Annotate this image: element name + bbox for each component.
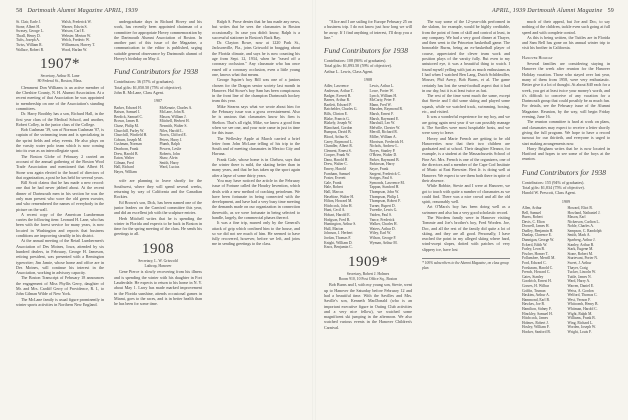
contributor-name: Drew, Walter C. bbox=[324, 162, 348, 167]
contributor-name: Hall, Marcus bbox=[324, 190, 344, 195]
contributor-name: Dudley, Benjamin H. bbox=[522, 228, 554, 233]
class-year-heading: 1909* bbox=[348, 253, 388, 270]
contributor-name: Gates, Stanley bbox=[522, 274, 544, 279]
contributor-name: Lowe, Porter W. bbox=[369, 88, 394, 93]
contributor-name: Wyman, Arthur M. bbox=[369, 240, 398, 245]
contributor-name: Adler, Lawrence bbox=[324, 84, 349, 89]
contributor-name: Forsbaum, Harold C. bbox=[522, 265, 554, 270]
fund-stat-line: Contributors: 36 (57% of graduates). bbox=[114, 79, 175, 85]
contributor-name: Blakely, Joseph W. bbox=[324, 121, 353, 126]
contributor-name: Eckerd, Edith W. bbox=[522, 242, 548, 247]
paragraph: "Alice and I are sailing for Europe February 25 on a business trip. I do not know just how long we will be away. If I find anything of interest, I'll drop you a line." bbox=[324, 19, 412, 40]
contributor-name: Hosley, William F. bbox=[522, 325, 550, 330]
contributor-name: Sayre, Frank bbox=[369, 167, 389, 172]
contributor-name: Coburn, Joseph M. bbox=[114, 137, 143, 142]
contributor-name: Churchill, Winfield H. bbox=[114, 133, 148, 138]
paragraph: Frank Gale, whose home is in Chelsea, says that the winter there is mild, the skating better than in many years, and that he has taken up the sport again after a lapse of some thirty years. bbox=[212, 156, 300, 178]
contributor-name: St. Clair, Earle J. bbox=[16, 20, 42, 24]
fund-stat-line: John R. McLane, Class Agent. bbox=[114, 89, 164, 95]
contributor-name: Hilton, Howard M. bbox=[324, 199, 353, 204]
secretary-line: Lathrop, Hanover bbox=[144, 264, 172, 269]
contributor-list bbox=[114, 106, 202, 175]
contributor-name: Drew, Harold B. bbox=[114, 151, 139, 156]
contributor-name: Cooper, Frank W. bbox=[324, 153, 351, 158]
paragraph: The Boston Transcript of February 18 announces the engagement of Miss Phyllis Gerry, daughter of Mr. and Mrs. Cardiff Gerry of Providence, R. I., to John Gilman Wilde of New York. bbox=[16, 275, 104, 297]
contributor-name: Warren, Daniel E. bbox=[567, 284, 595, 288]
paragraph: much of their appeal, but Joe and Doc, to say nothing of the children, tackle even such going at full speed and with complete control. bbox=[522, 19, 610, 35]
contributor-name: Graves, H. Wilbur bbox=[522, 284, 550, 288]
page-number: 59 bbox=[607, 8, 614, 14]
contributor-name: Emery, Harold bbox=[324, 167, 346, 172]
contributor-name: Wood, Harlan W. bbox=[61, 47, 88, 52]
contributor-name: Tappan, Stanford H. bbox=[369, 185, 400, 190]
contributor-name: Knight, William D. bbox=[324, 240, 353, 245]
contributor-name: Warner, Edwin S. bbox=[61, 24, 88, 29]
section-subheading: Hanover Holiday bbox=[522, 54, 553, 60]
paragraph: The Wordens family were in Hanover visiting Tommie and Joe's brother's boy, Fred Worden. Joe, Doc, and all the rest of the family did quite a lot of skiing, and they are all good. Personally, I have reached the point in my alleged skiing where hard, wind-swept slopes, dotted with patches of very slippery ice, have lost bbox=[422, 214, 510, 252]
contributor-name: Symonds, Lawrence M. bbox=[369, 180, 405, 185]
secretary-line: 80 Federal St., Boston, Mass. bbox=[37, 79, 83, 84]
contributor-name: Walsh, Frederick W. bbox=[61, 20, 92, 24]
paragraph: undergraduate days in Richard Hovey and his work, has recently been appointed chairman of a committee for appropriate Hovey commemoration by the Dartmouth Alumni Association of Boston. In another part of this issue of the Magazine, a communication to the editor is published, urging suitable general observance by Dartmouth alumni of Hovey's birthday on May 4. bbox=[114, 19, 202, 62]
contributor-name: Knox, Benjamin C. bbox=[324, 245, 353, 250]
paragraph: It was a fine trip, marred only by the General's attack of grip which confined him to the house, and so we did not see much of him. He seemed to have fully recovered, however, before we left, and joins me in sending greetings to the class. bbox=[212, 220, 300, 247]
contributor-name: Farnham, Samuel bbox=[324, 171, 351, 176]
contributor-name: Wight, Ralph M. bbox=[567, 311, 593, 316]
contributor-name: Anderson, Arthur T. bbox=[324, 88, 354, 93]
contributor-name: Thrall, Henry D. bbox=[16, 33, 41, 38]
contributor-name: Thompson, Robert F. bbox=[369, 199, 401, 204]
fund-stat-line: Harold W. Prescott, Class Agent. bbox=[522, 190, 576, 196]
contributor-name: Badger, Everett B. bbox=[324, 93, 352, 98]
fund-stat-line: Total gifts: $1,893.50 (59% of objective). bbox=[324, 63, 392, 69]
contributor-name: Fischer, Homer T. bbox=[522, 251, 549, 256]
contributor-name: Bartlett, Edward P. bbox=[324, 102, 352, 107]
contributor-name: Nichols, Andrew L. bbox=[369, 144, 399, 149]
contributor-name: Norris, Clifford E. bbox=[159, 133, 187, 138]
contributor-name: Brown, James R. bbox=[114, 119, 140, 124]
contributor-name: Marsden, Raymond R. bbox=[369, 107, 403, 112]
paragraph: Ed Brown's son, Dick, has been named one of the junior leaders on the Carnival committee this year, and did an excellent job with the sculpture entries. bbox=[114, 199, 202, 216]
fund-heading: Fund Contributors for 1938 bbox=[522, 167, 606, 177]
paragraph: Clemment Don Williams is an active member of the Cheshire County, N. H. Alumni Association. At a recent meeting of that Association he was appointed to membership on one of the Association's standing committees. bbox=[16, 84, 104, 111]
contributor-name: Johnson, J. Herbert bbox=[324, 231, 353, 236]
secretary-line: Secretary, Robert J. Holmes bbox=[346, 271, 390, 276]
contributor-name: Goodrich, Ernest H. bbox=[522, 279, 552, 284]
contributor-name: Sturtevant, Porter N. bbox=[567, 256, 599, 261]
class-year-heading: 1907* bbox=[40, 56, 80, 73]
running-head-left bbox=[16, 8, 138, 14]
fund-stat-line: Arthur L. Lewis, Class Agent. bbox=[324, 68, 374, 74]
paragraph: A recent copy of the American Lumberman carries the following item: Leonard H. Lane, who has been with the forest service for many years, is now located in Washington and reports that business conditions are improving steadily in his district. bbox=[16, 211, 104, 239]
contributor-name: Hooker, Sanford B. bbox=[522, 329, 551, 334]
contributor-name: Vaiden, Paul S. bbox=[369, 213, 393, 217]
contributor-name: Eaton, Walter bbox=[114, 156, 135, 161]
contributor-name: Carey, Raymond L. bbox=[324, 139, 353, 144]
column bbox=[324, 19, 412, 404]
contributor-name: Chase, Philip M. bbox=[114, 123, 139, 128]
paragraph: Herb Mitchell writes that he is spending the winter in Florida and expects to be back in Boston in time for the spring meeting of the class. He sends his greetings to all. bbox=[114, 215, 202, 237]
contributor-name: Scripps, Paul S. bbox=[369, 176, 393, 181]
contributor-name: Wilson, George F. bbox=[369, 235, 397, 240]
running-head-right bbox=[492, 8, 614, 14]
paragraph: The Wellesley Apple at March carried a brief letter from John McLane telling of his trip to the South and of meeting classmates in Mexico City and Havana. bbox=[212, 135, 300, 157]
contributor-name: Dearborn, Frank bbox=[114, 146, 139, 151]
contributor-name: Hale, Robert bbox=[324, 185, 343, 190]
contributor-name: Merrill, Richard R. bbox=[369, 130, 398, 135]
contributor-name: Stark, Eugene M. bbox=[567, 247, 594, 252]
contributor-name: Waters, Arthur D. bbox=[369, 226, 396, 231]
contributor-name: Worden, Joseph W. bbox=[567, 325, 596, 330]
contributor-name: Bell, Samuel bbox=[522, 210, 542, 215]
contributor-name: Melville, Chester W. bbox=[369, 125, 401, 130]
fund-stat-line: Contributors: 155 (94% of graduates). bbox=[522, 179, 585, 185]
contributor-name: Hamilton, Sidney F. bbox=[522, 306, 552, 311]
contributor-name: Wiley, Earl W. bbox=[369, 231, 392, 236]
contributor-name: Barker, Edward H. bbox=[114, 105, 142, 110]
contributor-name: Thompson, Philip I. bbox=[369, 194, 400, 199]
contributor-name: Whitman, Harold C. bbox=[567, 306, 598, 311]
contributor-name: Davis, C. Elton bbox=[522, 219, 545, 224]
contributor-name: McKenzie, Charles A. bbox=[159, 105, 193, 110]
contributor-name: Gilman, Fred bbox=[114, 160, 134, 165]
contributor-name: Peters, Harry J. bbox=[159, 137, 183, 142]
paragraph: As this is being written, the Tuttles are in Florida and Sam Bell has gone on his annual winter trip to visit his brother in California. bbox=[522, 34, 610, 51]
column bbox=[522, 19, 610, 404]
contributor-name: Sargent, Frederick C. bbox=[369, 171, 401, 176]
class-year-heading: 1908 bbox=[142, 240, 174, 257]
contributor-name: West, Vernon F. bbox=[567, 297, 591, 302]
contributor-name: Hunt, Cecil A. bbox=[324, 208, 346, 213]
contributor-name: Smith, Mark A. bbox=[567, 233, 591, 238]
contributor-name: Hull, Marion bbox=[324, 226, 344, 231]
contributor-name: Drowell, James H. bbox=[522, 224, 550, 229]
secretary-line: Room 910, 10 Post Office Sq., Boston bbox=[338, 277, 398, 282]
contributor-name: Foster, Everett bbox=[324, 176, 346, 181]
contributor-name: Wright, Louis F. bbox=[567, 329, 592, 334]
contributor-name: Niles, Harold L. bbox=[159, 128, 184, 133]
fund-stat-line: Total gifts: $1,050.50 (75% of objective). bbox=[114, 84, 182, 90]
paragraph: Several families are considering staying in Hanover the week after reunion for the Hanover Holiday vacation. Those who stayed over last year, many of them from 1958, were very enthusiastic. Better give it a lot of thought. At about $40 each for a week, you get at least twice your money's worth, and it's difficult to conceive of any vacation for a Dartmouth group that could possibly be as much fun. For details, see the February issue of the Alumni Magazine. Reunion, by the way, will begin Friday evening, June 16. bbox=[522, 61, 610, 120]
column bbox=[114, 19, 202, 404]
contributor-name: Hitchcock, James bbox=[522, 316, 549, 321]
contributor-name: Roberts, John bbox=[159, 151, 180, 156]
contributor-name: French, Howard C. bbox=[522, 270, 551, 275]
contributor-name: Thompson, John W. bbox=[369, 190, 400, 195]
contributor-name: Plumb, Ralph bbox=[159, 142, 180, 147]
right-page bbox=[314, 0, 628, 420]
paragraph: While Bobbie, Stevie and I were at Hanover, we got to touch with quite a number of classmates as we could find. There was a nice crowd and all the old spirit, reasonably well. bbox=[422, 183, 510, 205]
contributor-name: Mason, Earl bbox=[567, 215, 586, 220]
fund-stat-line: Contributors: 108 (86% of graduates). bbox=[324, 58, 387, 64]
paragraph: wife are planning to leave shortly for the Southwest, where they will spend several weeks, returning by way of California and the Canadian Rockies. bbox=[114, 178, 202, 200]
paragraph: Bob Cushman '39, son of Norman Cushman '07, is captain of the swimming team and is specializing in the sprint fields and relay events. He also plays on the varsity water polo team which is now coming into its own as an intercollegiate sport. bbox=[16, 127, 104, 154]
contributor-name: Webster, Merton W. bbox=[61, 33, 91, 38]
column bbox=[16, 19, 104, 404]
contributor-name: Follansbee, Merrill M. bbox=[522, 256, 556, 261]
contributor-name: Hawkes, Joe B. bbox=[522, 302, 545, 307]
secretary-line: Secretary, Arthur R. Lane bbox=[40, 74, 80, 79]
contributor-name: Tuttle, James N. bbox=[567, 274, 592, 279]
column bbox=[212, 19, 300, 404]
paragraph: Dr. Clayton Rowe, now at 1220 Park St., Jacksonville, Fla., joins Griswold in bragging about the Florida climate, and says he is now counting his age from Sept. 12, 1934, when he "eased off a coronary occlusion." Any classmate who has once eased off a coronary occlusion, even a little young one, knows what that means. bbox=[212, 40, 300, 77]
contributor-name: Ward, Lucius bbox=[159, 165, 180, 170]
contributor-name: Huntington, Arthur S. bbox=[324, 222, 357, 227]
contributor-name: Turner, Rupert D. bbox=[369, 203, 396, 208]
contributor-name: Blood, Arthur K. bbox=[324, 134, 349, 139]
column bbox=[422, 19, 510, 404]
paragraph: The way some of the 12-year-olds performed in the slalom, for example, would be highly creditable, from the point of form of skill and control at least, in any company. We had a very good dinner at Thayer, and then went to the Princeton basketball game. The honorable Burns, being an ex-basketball player of course, appreciated the clever team work and position plays of the varsity fully. But even to my untutored eye, it was a beautiful thing to watch. I found myself yelling with just as much enthusiasm as I had when I watched Ben Lang, Dutch Schildmiller, Mosser, Phil Avery, Bob Burns, et al. The game certainly has lost the semi-football aspect that it had in our day, but it is at least twice as fast. bbox=[422, 19, 510, 93]
contributor-name: Sparberg, Arthur J. bbox=[567, 238, 596, 243]
contributor-list bbox=[522, 206, 610, 335]
contributor-name: Morrison, Frederick H. bbox=[369, 139, 404, 144]
contributor-name: Haseltine, Walter H. bbox=[324, 194, 354, 199]
contributor-name: Hodgson, Fred B. bbox=[324, 217, 351, 222]
page-number: 58 bbox=[16, 8, 23, 14]
paragraph: You may have noticed the article in the February issue of Fortune called the Houdry Invention, which deals with a new method of cracking petroleum. We have been fortunate in being connected with the development, and have had a very busy time meeting the demands made on our organization in connection therewith, as we were fortunate in being selected to handle, largely, the commercial phases thereof. bbox=[212, 177, 300, 220]
contributor-name: Blake, Francis G. bbox=[324, 116, 350, 121]
contributor-name: Parkinson, Harry bbox=[369, 162, 395, 167]
contributor-name: Dunlap, Clarence E. bbox=[522, 233, 552, 238]
contributor-name: O'Brien, Walter D. bbox=[369, 153, 398, 158]
contributor-name: Tweedie, Lewis G. bbox=[369, 208, 398, 213]
paragraph: Dr. Harry Boothby has a son, Richard Hall, in the first year class of the Medical School, and another, Robert Colley, in the junior class of the College. bbox=[16, 111, 104, 127]
running-head-title: Dartmouth Alumni Magazine APRIL, 1939 bbox=[27, 8, 138, 14]
contributor-name: Whitcomb, Henry B. bbox=[567, 302, 599, 307]
contributor-name: Welch, Frederic W. bbox=[61, 38, 90, 43]
contributor-name: Stone, Albert H. bbox=[16, 24, 40, 29]
paragraph: George Squier's boy Bill was one of a juniors chosen for the Dragon senior society last month in Hanover. Hal Stowe's boy Sam has been conspicuous in the front line of the champion Dartmouth hockey team this year. bbox=[212, 77, 300, 104]
paragraph: Gene Pierce is slowly recovering from his illness and is spending the winter with his daughter in Fort Lauderdale. He expects to return to his home in N. Y. about May 1. Larry has made marked improvement in the Florida sunshine, attends occasional games in Miami, goes to the races, and is in better health than he has been for some time. bbox=[114, 269, 202, 307]
contributor-name: Nesmith, Walter S. bbox=[159, 123, 188, 128]
paragraph: Mike Stearns says what we wrote about him for the February issue was a gross overstatement. Also he is anxious that classmates know his firm is Shelton. That's all right, Mike, we know a good firm when we see one, and your note came in just in time for this issue. bbox=[212, 103, 300, 136]
fund-year-label: 1908 bbox=[363, 77, 373, 83]
contributor-name: Dana, Harold H. bbox=[324, 157, 349, 162]
contributor-name: Hitchcock, John H. bbox=[324, 203, 353, 208]
contributor-name: Gale, Frank bbox=[324, 180, 342, 185]
fund-heading: Fund Contributors for 1938 bbox=[114, 67, 198, 77]
contributor-name: Batchelder, Charles G. bbox=[324, 107, 358, 112]
contributor-name: Walker, Charles H. bbox=[369, 222, 398, 227]
paragraph: The McLane family is usual figure prominently in winter sports activities in Northern New England. bbox=[16, 296, 104, 307]
paragraph: Bob Burns and I, with my young son, Stevie, went up to Hanover the Saturday before February 12 and had a beautiful time. With the Savilles and Mrs. Saville's son, Kenneth MacDonald (who is an important executive figure in Outing Club activities and a very nice fellow), we watched some magnificent ski jumping in the afternoon. We also watched various events in the Hanover Children's Carnival. bbox=[324, 282, 412, 330]
contributor-name: McLane, John R. bbox=[159, 110, 185, 115]
contributor-name: Powers, Leslie bbox=[159, 146, 182, 151]
contributor-name: Haskins, Arthur A. bbox=[522, 293, 550, 298]
paragraph: The Boston Globe of February 2 carried an account of the annual gathering of the Boston Wool Trade Association and mentioned that Albert H. Stone was again elected to the board of directors of that organization, a post he has held for several years. bbox=[16, 153, 104, 180]
contributor-name: Chandler, Albert R. bbox=[324, 144, 353, 149]
paragraph: The rest of the time went much the same, except that Stevie and I did some skiing and played some squash, while we watched track, swimming, boxing, etc., and visited. bbox=[422, 93, 510, 115]
contributor-name: Berdick, Samuel C. bbox=[114, 114, 143, 119]
fund-stat-line: Total gifts: $1,834 (75% of objective). bbox=[522, 185, 585, 191]
contributor-name: Hall, Richard bbox=[114, 165, 134, 170]
contributor-name: Swasey, George L. bbox=[16, 29, 44, 34]
contributor-name: Mann, Fred W. bbox=[369, 102, 392, 107]
paragraph: Bill Scott claims that he has made a new record: one that he had never jabbed about. At the recent dinner of Dartmouth men in his section he was the only man present who wore the old green sweater, and who remembered the names of everybody in the picture on the wall. bbox=[16, 180, 104, 212]
contributor-name: Churchill, Parley W. bbox=[114, 128, 145, 133]
footnote: * 100% subscribers to the Alumni Magazine, on class group plan. bbox=[422, 258, 510, 272]
contributor-name: Hinckley, Samuel H. bbox=[522, 311, 553, 316]
contributor-name: Hobart, Harold E. bbox=[324, 213, 351, 217]
contributor-name: Dunnigan, George W. bbox=[522, 238, 555, 243]
contributor-name: Lewis, Arthur L. bbox=[369, 84, 395, 89]
paragraph: At the annual meeting of the Retail Lumbermen's Association of Des Moines, Iowa, attended by six hundred dealers, in February, George H. Jameson, retiring president, was presented with a Remington typewriter; Jim Jamie, whose home and office are in Des Moines, will continue his interest in the Association, working in advisory capacity. bbox=[16, 238, 104, 276]
fund-year-label: 1907 bbox=[153, 98, 163, 104]
contributor-name: Tufts, Joseph A. bbox=[16, 38, 40, 43]
contributor-name: Noyes, Stanley P. bbox=[369, 148, 396, 153]
running-head-title: APRIL, 1939 Dartmouth Alumni Magazine bbox=[492, 8, 603, 14]
contributor-name: Ford, Edward C. bbox=[522, 261, 547, 266]
paragraph: Ralph S. Prose denies that he has made any news, but writes that he sees the classmates in Boston occasionally. In case you didn't know, Ralph is a successful stationer in Boston's Back Bay. bbox=[212, 19, 300, 40]
contributor-name: Bumpus, David B. bbox=[324, 130, 352, 135]
contributor-name: Burns, Robert bbox=[522, 215, 543, 220]
contributor-name: Twiss, William R. bbox=[16, 42, 43, 47]
paragraph: The reunion committee is hard at work on plans, and classmates may expect to receive a letter shortly giving the full program. We hope to have a record turnout for our thirtieth, and everyone is urged to start making arrangements now. bbox=[522, 119, 610, 146]
paragraph: Hovey and Marie French are getting to be old Hanoverites now that their two children are graduated and at school. Their daughter Eleanor, for example, is a student at the Massachusetts School of Fine Art. Mrs. French is one of the organizers, one of the directors and a member of the Cape Cod Institute of Music at East Brewster. Bert Jr. is doing well at Hanover. We expect to see them both there in spite of their absence. bbox=[422, 135, 510, 183]
contributor-name: Stanley, Arthur B. bbox=[567, 242, 595, 247]
contributor-name: Cushman, Norman bbox=[114, 142, 142, 147]
contributor-name: Weiss, A. Gordon bbox=[567, 288, 594, 293]
contributor-list bbox=[16, 20, 104, 52]
contributor-name: Wing, Richard L. bbox=[567, 320, 594, 325]
contributor-name: Farley, Leon B. bbox=[522, 247, 545, 252]
paragraph: Harry Brigham writes that he is now located in Hartford and hopes to see some of the boys at the reunion. bbox=[522, 145, 610, 162]
contributor-name: Miller, William A. bbox=[369, 134, 397, 139]
contributor-name: Noble, Charles A. bbox=[567, 224, 594, 229]
contributor-name: Nickerson, Carlton L. bbox=[567, 219, 600, 224]
contributor-name: Hayes, William bbox=[114, 169, 137, 174]
contributor-name: Allen, Arthur bbox=[522, 205, 542, 210]
contributor-name: Hammond, Earl B. bbox=[522, 297, 550, 302]
contributor-name: Thayer, Craig bbox=[567, 265, 588, 270]
contributor-name: Williams, Frank B. bbox=[567, 316, 596, 321]
contributor-name: Mitchell, Herbert H. bbox=[159, 119, 190, 124]
contributor-name: Bills, Clinton E. bbox=[324, 111, 348, 116]
contributor-name: Parker, Raymond B. bbox=[369, 157, 400, 162]
contributor-name: Holmes, Robert J. bbox=[522, 320, 549, 325]
contributor-name: Stone, Robert M. bbox=[567, 251, 593, 256]
contributor-name: Lynch, William H. bbox=[369, 93, 397, 98]
contributor-name: Batson, Samuel I. bbox=[114, 110, 141, 115]
contributor-name: Vance, Frederick bbox=[369, 217, 395, 222]
contributor-name: Jordan, Thomas F. bbox=[324, 235, 352, 240]
paragraph: It was a wonderful experience for my boy, and we are going again next year if we can possibly manage it. The Savilles were most hospitable hosts, and we were sorry to leave. bbox=[422, 114, 510, 136]
contributor-name: Welford, Thomas C. bbox=[567, 293, 598, 298]
contributor-name: Shaw, Alvin bbox=[159, 156, 178, 161]
contributor-name: Marsh, Raymond E. bbox=[369, 116, 400, 121]
contributor-name: Tucker, Lincoln W. bbox=[567, 270, 596, 275]
contributor-name: Marshall, Leo W. bbox=[369, 121, 396, 126]
contributor-name: Ward, Harry A. bbox=[567, 279, 591, 284]
contributor-name: Blanchard, Gordon bbox=[324, 125, 353, 130]
fund-heading: Fund Contributors for 1938 bbox=[324, 46, 408, 56]
contributor-name: Mason, William J. bbox=[159, 114, 187, 119]
contributor-name: Sampson, C. Randolph bbox=[567, 228, 602, 233]
contributor-name: Williamson, Harvey T. bbox=[61, 42, 96, 47]
contributor-list bbox=[324, 84, 412, 249]
contributor-name: Howard, Eliot B. bbox=[567, 205, 593, 210]
contributor-name: Marsh, Ernest F. bbox=[369, 111, 394, 116]
contributor-name: Wallace, Robert B. bbox=[16, 47, 44, 52]
contributor-name: McCarty, Peter F. bbox=[369, 98, 396, 103]
contributor-name: Watson, Carl E. bbox=[61, 29, 85, 34]
contributor-name: Smith, Harry bbox=[159, 160, 179, 165]
secretary-line: Secretary, L. W. Griswold bbox=[138, 258, 178, 263]
contributor-name: Sweet, J. Arthur bbox=[567, 261, 592, 266]
contributor-name: Barnes, Arthur R. bbox=[324, 98, 351, 103]
contributor-name: Clement, Ernest S. bbox=[324, 148, 352, 153]
contributor-name: Howland, Nathaniel J. bbox=[567, 210, 601, 215]
fund-year-label: 1909 bbox=[561, 198, 571, 204]
paragraph: Art O'Mara's boy has been doing well as a swimmer and also has a very good scholastic record. bbox=[422, 204, 510, 215]
contributor-name: Griffin, Truman bbox=[522, 288, 546, 293]
